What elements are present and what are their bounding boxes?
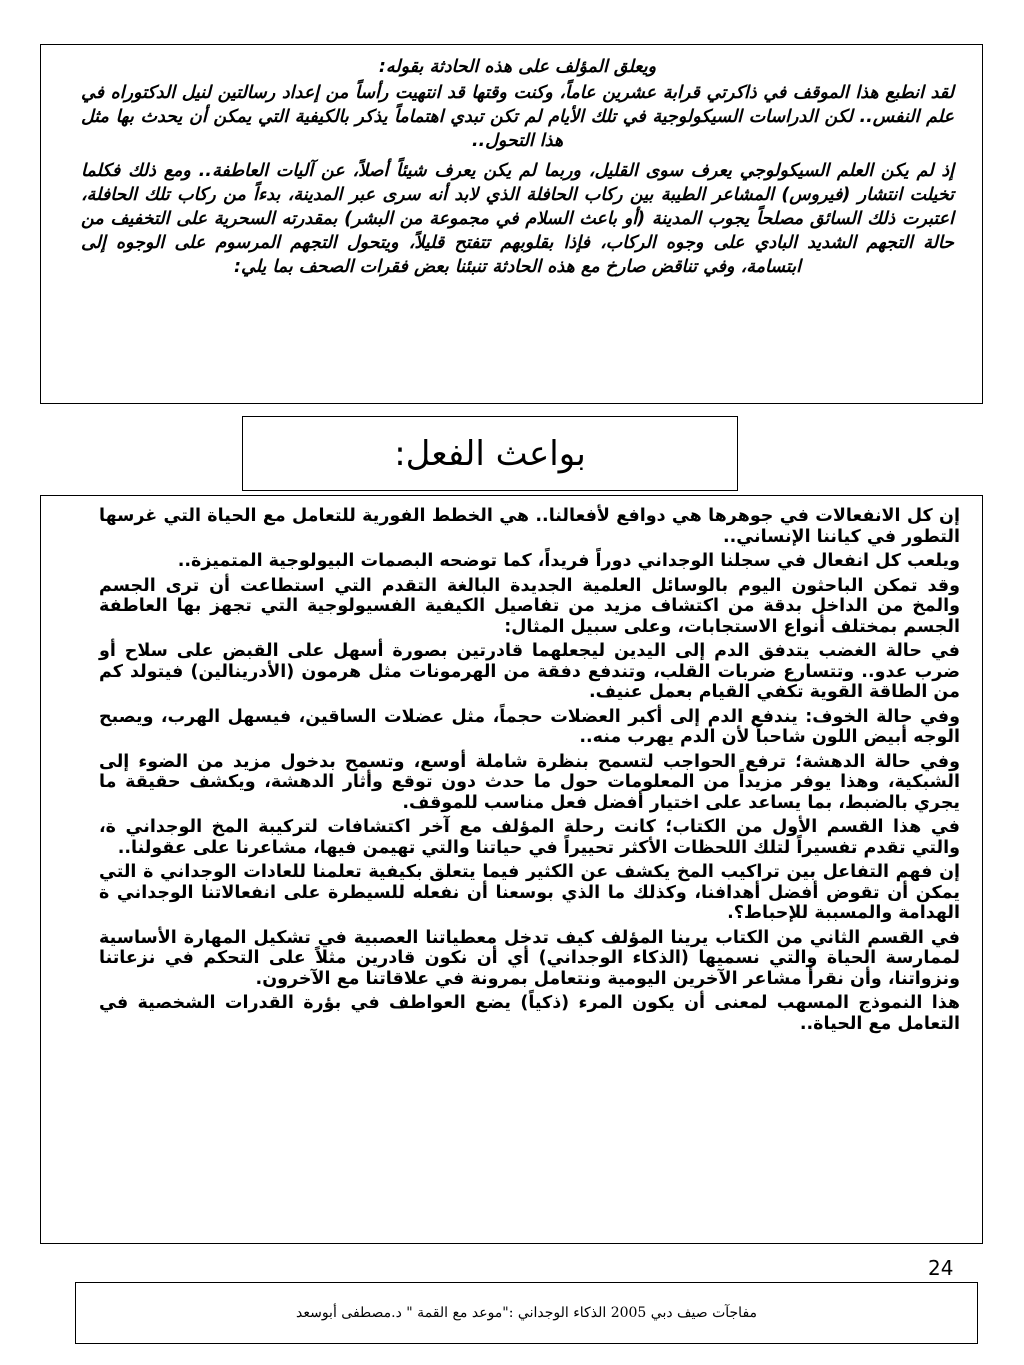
page-number: 24: [928, 1256, 954, 1280]
quote-paragraph-1: لقد انطبع هذا الموقف في ذاكرتي قرابة عشرين عاماً، وكنت وقتها قد انتهيت رأساً من إعداد رسالتين لنيل الدكتوراه في علم النفس.. لكن الدراسات السيكولوجية في تلك الأيام لم تكن تبدي اهتماماً يذكر بالكيفية التي يمكن أن يحدث بها مثل هذا التحول..: [81, 83, 954, 151]
quote-paragraph-2: إذ لم يكن العلم السيكولوجي يعرف سوى القليل، وربما لم يكن يعرف شيئاً أصلاً، عن آليات العاطفة.. ومع ذلك فكلما تخيلت انتشار (فيروس) المشاعر الطيبة بين ركاب الحافلة الذي لابد أنه سرى عبر المدينة، بدءاً من ركاب تلك الحافلة، اعتبرت ذلك السائق مصلحاً يجوب المدينة (أو باعث السلام في مجموعة من البشر) بمقدرته السحرية على التخفيف من حالة التجهم الشديد البادي على وجوه الركاب، فإذا بقلوبهم تتفتح قليلاً، ويتحول التجهم المرسوم على الوجوه إلى ابتسامة، وفي تناقض صارخ مع هذه الحادثة تنبئنا بعض فقرات الصحف بما يلي:: [81, 161, 954, 277]
body-text-box: [40, 495, 983, 1244]
body-paragraph: في القسم الثاني من الكتاب يرينا المؤلف كيف تدخل معطياتنا العصبية في تشكيل المهارة الأساسية لممارسة الحياة والتي نسميها (الذكاء الوجداني) أي أن نكون قادرين مثلاً على التحكم في نزعاتنا ونزواتنا، وأن نقرأ مشاعر الآخرين اليومية ونتعامل بمرونة في علاقاتنا مع الآخرون.: [99, 927, 960, 989]
quote-intro: ويعلق المؤلف على هذه الحادثة بقوله:: [378, 57, 657, 77]
body-paragraph: وقد تمكن الباحثون اليوم بالوسائل العلمية الجديدة البالغة التقدم التي استطاعت أن ترى الجسم والمخ من الداخل بدقة من اكتشاف مزيد من تفاصيل الكيفية الفسيولوجية التي تجهز بها العاطفة الجسم بمختلف أنواع الاستجابات، وعلى سبيل المثال:: [99, 575, 960, 637]
footer-box: [75, 1282, 978, 1344]
section-title-box: [242, 416, 738, 491]
body-paragraph: في هذا القسم الأول من الكتاب؛ كانت رحلة المؤلف مع آخر اكتشافات لتركيبة المخ الوجداني ة، والتي تقدم تفسيراً لتلك اللحظات الأكثر تحييراً في حياتنا والتي تهيمن فيها، مشاعرنا على عقولنا..: [99, 817, 960, 858]
body-paragraph: وفي حالة الدهشة؛ ترفع الحواجب لتسمح بنظرة شاملة أوسع، وتسمح بدخول مزيد من الضوء إلى الشبكية، وهذا يوفر مزيداً من المعلومات حول ما حدث دون توقع وأثار الدهشة، ويكشف حقيقة ما يجري بالضبط، بما يساعد على اختيار أفضل فعل مناسب للموقف.: [99, 751, 960, 813]
body-paragraph: إن كل الانفعالات في جوهرها هي دوافع لأفعالنا.. هي الخطط الفورية للتعامل مع الحياة التي غرسها التطور في كياننا الإنساني..: [99, 506, 960, 547]
quote-box: [40, 44, 983, 404]
body-paragraph: وفي حالة الخوف: يندفع الدم إلى أكبر العضلات حجماً، مثل عضلات الساقين، فيسهل الهرب، ويصبح الوجه أبيض اللون شاحباً لأن الدم يهرب منه..: [99, 706, 960, 747]
body-paragraph: هذا النموذج المسهب لمعنى أن يكون المرء (ذكياً) يضع العواطف في بؤرة القدرات الشخصية في التعامل مع الحياة..: [99, 993, 960, 1034]
footer-text: مفاجآت صيف دبي 2005 الذكاء الوجداني :"موعد مع القمة " د.مصطفى أبوسعد: [295, 1305, 758, 1321]
body-paragraph: إن فهم التفاعل بين تراكيب المخ يكشف عن الكثير فيما يتعلق بكيفية تعلمنا للعادات الوجداني ة التي يمكن أن تقوض أفضل أهدافنا، وكذلك ما الذي بوسعنا أن نفعله للسيطرة على انفعالاتنا الوجداني ة الهدامة والمسببة للإحباط؟.: [99, 862, 960, 923]
section-title: بواعث الفعل:: [394, 433, 586, 474]
body-paragraph: ويلعب كل انفعال في سجلنا الوجداني دوراً فريداً، كما توضحه البصمات البيولوجية المتميزة..: [177, 551, 960, 571]
body-paragraph: في حالة الغضب يتدفق الدم إلى اليدين ليجعلهما قادرتين بصورة أسهل على القبض على سلاح أو ضرب عدو.. وتتسارع ضربات القلب، وتندفع دفقة من الهرمونات مثل هرمون (الأدرينالين) فيتولد كم من الطاقة القوية تكفي القيام بعمل عنيف.: [99, 641, 960, 702]
